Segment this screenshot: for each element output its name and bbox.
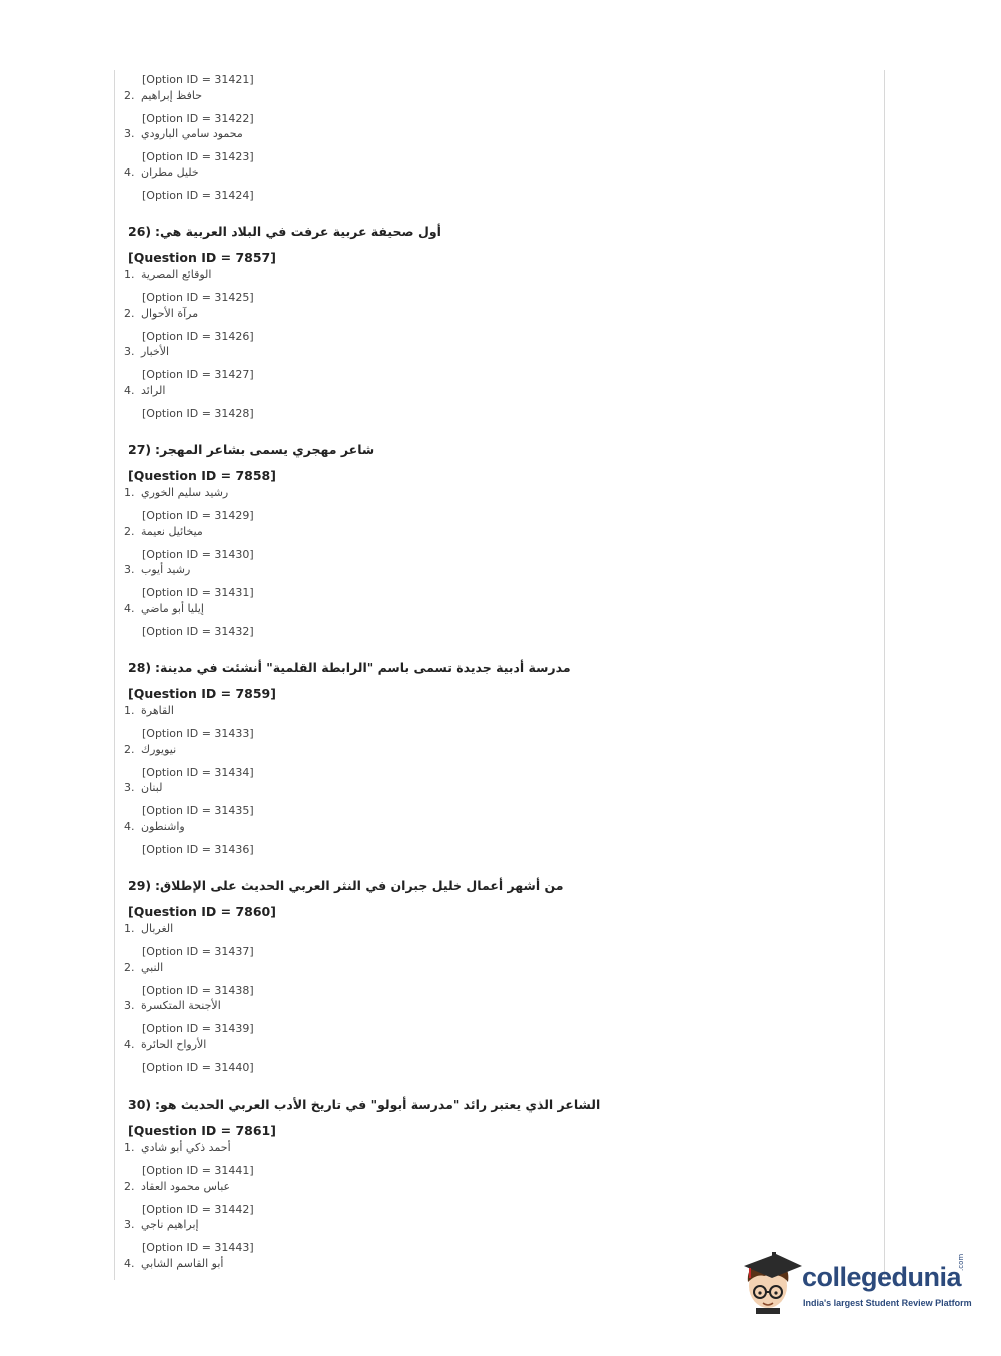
option-text: ميخائيل نعيمة bbox=[141, 524, 203, 538]
option-id: [Option ID = 31431] bbox=[142, 586, 254, 599]
option-text: لبنان bbox=[141, 781, 163, 794]
option-number: 3. bbox=[124, 781, 135, 794]
option-text: رشيد أيوب bbox=[141, 563, 191, 576]
option-number: 1. bbox=[124, 922, 135, 935]
option-number: 3. bbox=[124, 127, 135, 140]
option-number: 2. bbox=[124, 1179, 135, 1193]
left-margin-rule bbox=[114, 70, 115, 1280]
option-text: الأرواح الحائرة bbox=[141, 1037, 207, 1051]
option-id: [Option ID = 31429] bbox=[142, 509, 254, 522]
option-number: 3. bbox=[124, 563, 135, 576]
option-text: واشنطون bbox=[141, 819, 185, 833]
option-number: 4. bbox=[124, 1256, 135, 1270]
option-text: نيويورك bbox=[141, 742, 177, 756]
question-id: [Question ID = 7859] bbox=[128, 686, 276, 701]
option-text: أحمد ذكي أبو شادي bbox=[141, 1141, 231, 1154]
option-id: [Option ID = 31441] bbox=[142, 1164, 254, 1177]
option-id: [Option ID = 31432] bbox=[142, 624, 254, 638]
question-number: 27) bbox=[128, 442, 152, 457]
option-id: [Option ID = 31422] bbox=[142, 112, 254, 125]
question-number: 28) bbox=[128, 660, 152, 675]
option-id: [Option ID = 31434] bbox=[142, 765, 254, 779]
option-id: [Option ID = 31443] bbox=[142, 1241, 254, 1254]
option-text: الغربال bbox=[141, 922, 174, 935]
option-id: [Option ID = 31433] bbox=[142, 727, 254, 740]
mascot-icon bbox=[742, 1248, 802, 1318]
option-text: رشيد سليم الخوري bbox=[141, 486, 229, 499]
option-id: [Option ID = 31442] bbox=[142, 1202, 254, 1216]
option-id: [Option ID = 31435] bbox=[142, 804, 254, 817]
option-text: النبي bbox=[141, 960, 164, 974]
option-text: القاهرة bbox=[141, 704, 174, 717]
option-number: 4. bbox=[124, 601, 135, 615]
option-id: [Option ID = 31439] bbox=[142, 1022, 254, 1035]
option-text: الوقائع المصرية bbox=[141, 268, 212, 281]
option-id: [Option ID = 31428] bbox=[142, 406, 254, 420]
option-text: إبراهيم ناجي bbox=[141, 1218, 199, 1231]
option-number: 4. bbox=[124, 166, 135, 179]
question-id: [Question ID = 7858] bbox=[128, 468, 276, 483]
question-text: شاعر مهجري يسمى بشاعر المهجر: bbox=[155, 442, 375, 457]
collegedunia-logo bbox=[742, 1248, 972, 1318]
option-text: إيليا أبو ماضي bbox=[141, 601, 204, 615]
option-number: 1. bbox=[124, 268, 135, 281]
option-number: 2. bbox=[124, 742, 135, 756]
option-text: محمود سامي البارودي bbox=[141, 127, 243, 140]
option-text: الأخبار bbox=[141, 345, 170, 358]
option-number: 3. bbox=[124, 999, 135, 1012]
option-number: 1. bbox=[124, 704, 135, 717]
option-number: 4. bbox=[124, 1037, 135, 1051]
option-number: 1. bbox=[124, 486, 135, 499]
logo-wordmark: collegedunia bbox=[802, 1262, 962, 1292]
option-text: الرائد bbox=[141, 383, 166, 397]
question-text: الشاعر الذي يعتبر رائد "مدرسة أبولو" في تاريخ الأدب العربي الحديث هو: bbox=[155, 1097, 601, 1112]
option-text: خليل مطران bbox=[141, 166, 199, 179]
option-id: [Option ID = 31421] bbox=[142, 73, 254, 86]
option-id: [Option ID = 31436] bbox=[142, 842, 254, 856]
question-text: أول صحيفة عربية عرفت في البلاد العربية هي: bbox=[155, 224, 441, 239]
option-text: أبو القاسم الشابي bbox=[141, 1256, 224, 1270]
question-text: مدرسة أدبية جديدة تسمى باسم "الرابطة القلمية" أنشئت في مدينة: bbox=[155, 660, 571, 675]
question-id: [Question ID = 7861] bbox=[128, 1123, 276, 1138]
option-text: الأجنحة المتكسرة bbox=[141, 999, 221, 1012]
option-id: [Option ID = 31437] bbox=[142, 945, 254, 958]
option-text: عباس محمود العقاد bbox=[141, 1179, 231, 1193]
option-id: [Option ID = 31438] bbox=[142, 983, 254, 997]
option-number: 2. bbox=[124, 89, 135, 102]
question-id: [Question ID = 7860] bbox=[128, 904, 276, 919]
logo-tagline: India's largest Student Review Platform bbox=[803, 1298, 972, 1308]
logo-com-suffix: .com bbox=[957, 1253, 965, 1271]
option-id: [Option ID = 31427] bbox=[142, 368, 254, 381]
option-number: 4. bbox=[124, 819, 135, 833]
question-text: من أشهر أعمال خليل جبران في النثر العربي الحديث على الإطلاق: bbox=[155, 878, 564, 893]
option-number: 1. bbox=[124, 1141, 135, 1154]
option-id: [Option ID = 31430] bbox=[142, 547, 254, 561]
option-number: 3. bbox=[124, 1218, 135, 1231]
option-text: حافظ إبراهيم bbox=[141, 89, 203, 102]
question-number: 29) bbox=[128, 878, 152, 893]
option-id: [Option ID = 31424] bbox=[142, 189, 254, 202]
option-text: مرآة الأحوال bbox=[141, 306, 199, 320]
question-number: 26) bbox=[128, 224, 152, 239]
option-number: 4. bbox=[124, 383, 135, 397]
option-number: 2. bbox=[124, 524, 135, 538]
option-number: 2. bbox=[124, 306, 135, 320]
option-id: [Option ID = 31440] bbox=[142, 1060, 254, 1074]
question-id: [Question ID = 7857] bbox=[128, 250, 276, 265]
right-margin-rule bbox=[884, 70, 885, 1280]
option-number: 2. bbox=[124, 960, 135, 974]
option-number: 3. bbox=[124, 345, 135, 358]
option-id: [Option ID = 31425] bbox=[142, 291, 254, 304]
option-id: [Option ID = 31423] bbox=[142, 150, 254, 163]
option-id: [Option ID = 31426] bbox=[142, 329, 254, 343]
question-number: 30) bbox=[128, 1097, 152, 1112]
